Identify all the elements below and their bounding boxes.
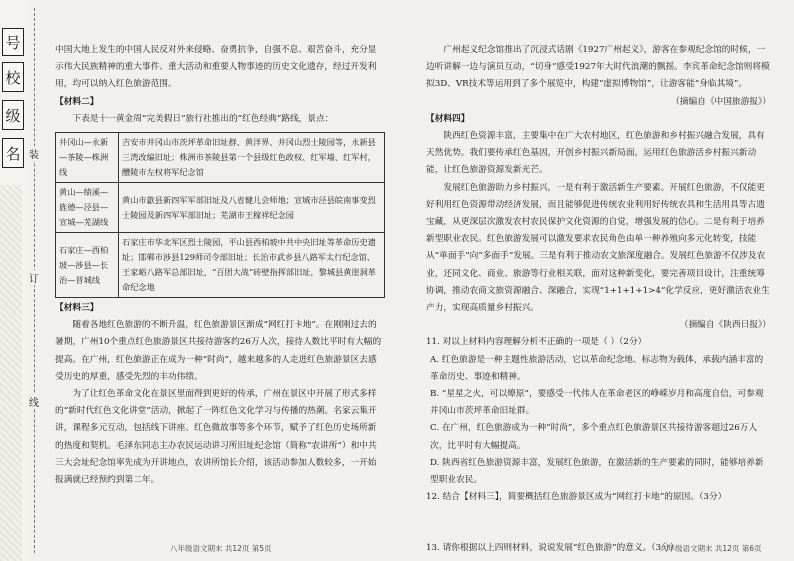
question-13: 13. 请你根据以上四则材料，说说发展“红色旅游”的意义。（3分） — [426, 543, 679, 554]
option-a: A. 红色旅游是一种主题性旅游活动，它以革命纪念地、标志物为载体，承载内涵丰富的革命历史、事迹和精神。 — [430, 354, 764, 382]
paper-edge-texture — [0, 185, 22, 561]
source-note: （摘编自《陕西日报》） — [679, 320, 771, 331]
sites-cell: 吉安市井冈山市茨坪革命旧址群、黄洋界、井冈山烈士陵园等，永新县三湾改编旧址；株洲市茶陵县第一个县级红色政权、红军墙、红军村，醴陵市左权将军纪念馆 — [119, 133, 385, 183]
bind-mark-zhuang: 装 — [29, 146, 39, 161]
sites-cell: 黄山市歙县新四军军部旧址及八省健儿会师地；宣城市泾县皖南事变烈士陵园及新四军军部旧址；芜湖市王稼祥纪念园 — [119, 183, 385, 233]
name-box: 名 — [2, 138, 24, 168]
material-3-paragraph-1: 随着各地红色旅游的不断升温，红色旅游景区渐成“网红打卡地”。在刚刚过去的暑期，广州10个重点红色旅游景区共接待游客约26万人次，接待人数比平时有大幅的提高。在广州，红色旅游正在成为一种“时尚”，越来越多的人走进红色旅游景区去感受历史的厚重，感受先烈的丰功伟绩。 — [55, 320, 382, 382]
material-2-text: 下表是十一黄金周“完美假日”旅行社推出的“红色经典”路线，景点： — [72, 113, 334, 124]
red-route-table — [55, 132, 385, 298]
left-column — [55, 42, 385, 489]
binding-margin — [0, 0, 26, 561]
source-note: （摘编自《中国旅游报》） — [671, 96, 771, 107]
table-row — [56, 133, 385, 183]
material-3-paragraph-3: 广州起义纪念馆推出了沉浸式话剧《1927广州起义》，游客在参观纪念馆的时候，一边听讲解一边与演员互动，“切身”感受1927年大时代浪潮的飘摇。李宾革命纪念馆则将模拟3D、VR技术等运用到了多个展览中，构建“虚拟博物馆”，让游客能“身临其境”。 — [426, 45, 770, 90]
route-cell: 井冈山—永新—茶陵—株洲线 — [56, 133, 119, 183]
material-4-title: 【材料四】 — [426, 113, 470, 124]
material-2-title: 【材料二】 — [55, 96, 99, 107]
material-3-paragraph-2: 为了让红色革命文化在景区里面得到更好的传承，广州在景区中开展了形式多样的“新时代红色文化讲堂”活动，掀起了一阵红色文化学习与传播的热潮。名家云集开讲，课程多元互动，包括线下讲座、红色微故事等多个环节，赋予了红色历史场所新的热度和契机。毛泽东同志主办农民运动讲习所旧址纪念馆（简称“农讲所”）和中共三大会址纪念馆率先成为开讲地点，农讲所馆长介绍，该活动参加人数较多，一开始报满就已经预约到第二年。 — [55, 389, 377, 486]
table-row — [56, 233, 385, 298]
material-4-paragraph-2: 发展红色旅游助力乡村振兴，一是有利于激活新生产要素。开展红色旅游，不仅能更好利用红色资源带动经济发展，而且能够促进传统农业利用好传统农具和生活用具等古遗宝藏，从更深层次激发农村农民保护文化资源的自觉，增强发展的信心。二是有利于培养新型职业农民。红色旅游发展可以激发要求农民角色由单一种养殖向多元化转变，技能从“单面手”向“多面手”发展。三是有利于推动农文旅深度融合。发展红色旅游不仅涉及农业，还同文化、商业、旅游等行业相关联，面对这种新变化，要完善项目设计，注重统筹协调，推动农商文旅资源融合、深融合，实现“1+1+1+1>4”化学反应，更好激活农业生产力，实现高质量乡村振兴。 — [426, 182, 770, 314]
school-id-box: 号 — [2, 28, 24, 56]
option-c: C. 在广州，红色旅游成为一种“时尚”，多个重点红色旅游景区共接待游客超过26万人次，比平时有大幅提高。 — [430, 423, 758, 451]
school-box: 校 — [2, 62, 24, 92]
option-d: D. 陕西省红色旅游资源丰富，发展红色旅游，在激活新的生产要素的同时，能够培养新型职业农民。 — [430, 457, 764, 486]
option-b: B. “星星之火，可以燎原”，要感受一代伟人在革命老区的峥嵘岁月和高度自信，可参观井冈山市茨坪革命旧址群。 — [430, 389, 764, 417]
bind-mark-xian: 线 — [29, 394, 39, 409]
table-row — [56, 183, 385, 233]
question-11: 11. 对以上材料内容理解分析不正确的一项是（ ）（2分） — [426, 337, 647, 348]
bind-mark-ding: 订 — [29, 270, 39, 285]
route-cell: 石家庄—西柏坡—涉县—长治—晋城线 — [56, 233, 119, 298]
material-1-text: 中国大地上发生的中国人民反对外来侵略、奋勇抗争，自强不息、艰苦奋斗，充分显示伟大民族精神的重大事件、重大活动和重要人物事迹的历史文化遗存，经过开发利用，均可以纳入红色旅游范围。 — [55, 45, 377, 90]
material-4-paragraph-1: 陕西红色资源丰富，主要集中在广大农村地区，红色旅游和乡村振兴融合发展，具有天然优势。我们要传承红色基因，开创乡村振兴新局面，运用红色旅游活乡村振兴新动能，让红色旅游资源发新光芒。 — [426, 131, 765, 176]
sites-cell: 石家庄市华北军区烈士陵园，平山县西柏坡中共中央旧址等革命历史遗址；邯郸市涉县129师司令部旧址；长治市武乡县八路军太行纪念馆、王家峪八路军总部旧址，“百团大战”砖壁指挥部旧址，黎城县黄崖洞革命纪念地 — [119, 233, 385, 298]
material-3-title: 【材料三】 — [55, 303, 99, 314]
route-cell: 黄山—绩溪—旌德—泾县—宣城—芜湖线 — [56, 183, 119, 233]
page-footer-right: 八年级语文期末 共12页 第6页 — [660, 544, 762, 553]
question-12: 12. 结合【材料三】，简要概括红色旅游景区成为“网红打卡地”的原因。（3分） — [426, 492, 727, 503]
class-box: 级 — [2, 100, 24, 130]
right-column — [426, 42, 771, 558]
page-footer-left: 八年级语文期末 共12页 第5页 — [170, 544, 272, 553]
